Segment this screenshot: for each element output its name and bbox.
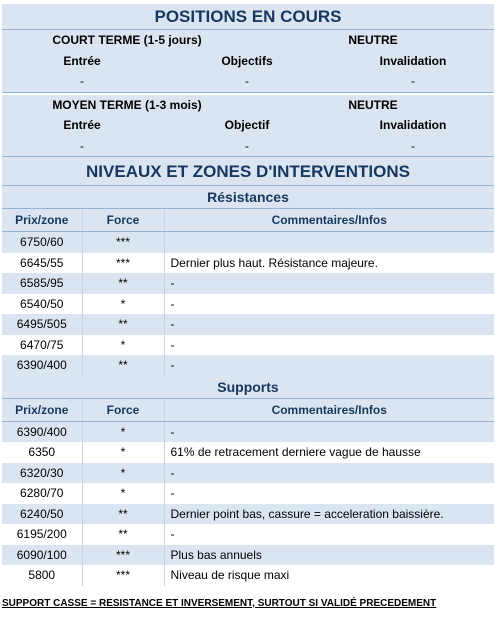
cell-force: *** (82, 253, 164, 274)
table-row (2, 314, 494, 335)
positions-section (2, 4, 494, 30)
niveaux-header (2, 157, 494, 186)
cell-force: ** (82, 273, 164, 294)
moyen-entree-value: - (80, 138, 84, 153)
col-force-header: Force (82, 209, 164, 232)
cell-force: * (82, 442, 164, 463)
cell-prix: 6280/70 (20, 486, 64, 501)
table-row (2, 421, 494, 442)
table-row (2, 253, 494, 274)
cell-force: ** (82, 524, 164, 545)
cell-comment: - (164, 524, 494, 545)
table-row (2, 483, 494, 504)
col-prix-header: Prix/zone (2, 399, 82, 422)
table-row (2, 565, 494, 586)
cell-force: * (82, 463, 164, 484)
court-entree-label: Entrée (63, 53, 101, 68)
cell-force: * (82, 483, 164, 504)
cell-force: *** (82, 232, 164, 253)
cell-prix: 6750/60 (2, 232, 82, 253)
niveaux-title: NIVEAUX ET ZONES D'INTERVENTIONS (86, 162, 410, 181)
cell-prix: 6195/200 (16, 527, 67, 542)
cell-force: ** (82, 504, 164, 525)
cell-prix: 6645/55 (20, 255, 64, 270)
cell-comment: Plus bas annuels (164, 545, 494, 566)
col-prix-header: Prix/zone (2, 209, 82, 232)
cell-comment: Dernier plus haut. Résistance majeure. (164, 253, 494, 274)
court-invalidation-value: - (411, 74, 415, 89)
resistances-header (2, 186, 494, 209)
supports-title: Supports (217, 378, 279, 395)
cell-prix: 6495/505 (2, 314, 82, 335)
cell-comment (164, 232, 494, 253)
cell-comment: - (164, 273, 494, 294)
cell-force: *** (82, 545, 164, 566)
cell-comment: Niveau de risque maxi (164, 565, 494, 586)
cell-prix: 6350 (28, 445, 56, 460)
cell-force: * (82, 335, 164, 356)
cell-comment: - (164, 335, 494, 356)
moyen-terme-status: NEUTRE (348, 97, 398, 112)
court-terme-label: COURT TERME (1-5 jours) (52, 33, 202, 48)
footer-note: SUPPORT CASSE = RESISTANCE ET INVERSEMENT, SURTOUT SI VALIDÉ PRECEDEMENT (2, 598, 437, 609)
cell-prix: 6240/50 (2, 504, 82, 525)
table-row (2, 294, 494, 315)
table-row (2, 273, 494, 294)
court-objectif-value: - (245, 74, 249, 89)
cell-prix: 6390/400 (2, 421, 82, 442)
cell-prix: 6390/400 (2, 355, 82, 376)
table-row (2, 504, 494, 525)
resistances-title: Résistances (207, 189, 289, 205)
cell-prix: 6470/75 (20, 337, 64, 352)
moyen-terme-block (2, 95, 494, 158)
table-row (2, 463, 494, 484)
cell-force: ** (82, 355, 164, 376)
cell-force: ** (82, 314, 164, 335)
supports-table (2, 399, 494, 586)
table-row (2, 232, 494, 253)
cell-prix: 6585/95 (2, 273, 82, 294)
positions-title: POSITIONS EN COURS (154, 7, 342, 26)
table-row (2, 335, 494, 356)
cell-comment: - (164, 355, 494, 376)
cell-force: * (82, 421, 164, 442)
moyen-invalidation-label: Invalidation (379, 118, 447, 133)
moyen-objectif-value: - (245, 138, 249, 153)
cell-prix: 6090/100 (2, 545, 82, 566)
court-entree-value: - (80, 74, 84, 89)
col-force-header: Force (82, 399, 164, 422)
court-objectif-label: Objectifs (221, 53, 273, 68)
court-terme-block (2, 30, 494, 93)
cell-comment: 61% de retracement derniere vague de hausse (164, 442, 494, 463)
cell-comment: Dernier point bas, cassure = acceleration baissière. (164, 504, 494, 525)
cell-comment: - (164, 463, 494, 484)
cell-prix: 5800 (28, 568, 56, 583)
cell-comment: - (164, 483, 494, 504)
moyen-entree-label: Entrée (63, 118, 101, 133)
table-row (2, 355, 494, 376)
moyen-objectif-label: Objectif (224, 118, 270, 133)
table-row (2, 524, 494, 545)
cell-prix: 6320/30 (2, 463, 82, 484)
sheet (2, 4, 494, 586)
resistances-table (2, 209, 494, 376)
cell-prix: 6540/50 (20, 296, 64, 311)
moyen-terme-label: MOYEN TERME (1-3 mois) (52, 97, 202, 112)
court-terme-status: NEUTRE (348, 33, 398, 48)
cell-comment: - (164, 294, 494, 315)
col-comment-header: Commentaires/Infos (164, 209, 494, 232)
cell-force: * (82, 294, 164, 315)
cell-force: *** (82, 565, 164, 586)
moyen-invalidation-value: - (411, 138, 415, 153)
supports-header (2, 376, 494, 399)
table-row (2, 545, 494, 566)
court-invalidation-label: Invalidation (379, 53, 447, 68)
col-comment-header: Commentaires/Infos (164, 399, 494, 422)
cell-comment: - (164, 314, 494, 335)
table-row (2, 442, 494, 463)
cell-comment: - (164, 421, 494, 442)
